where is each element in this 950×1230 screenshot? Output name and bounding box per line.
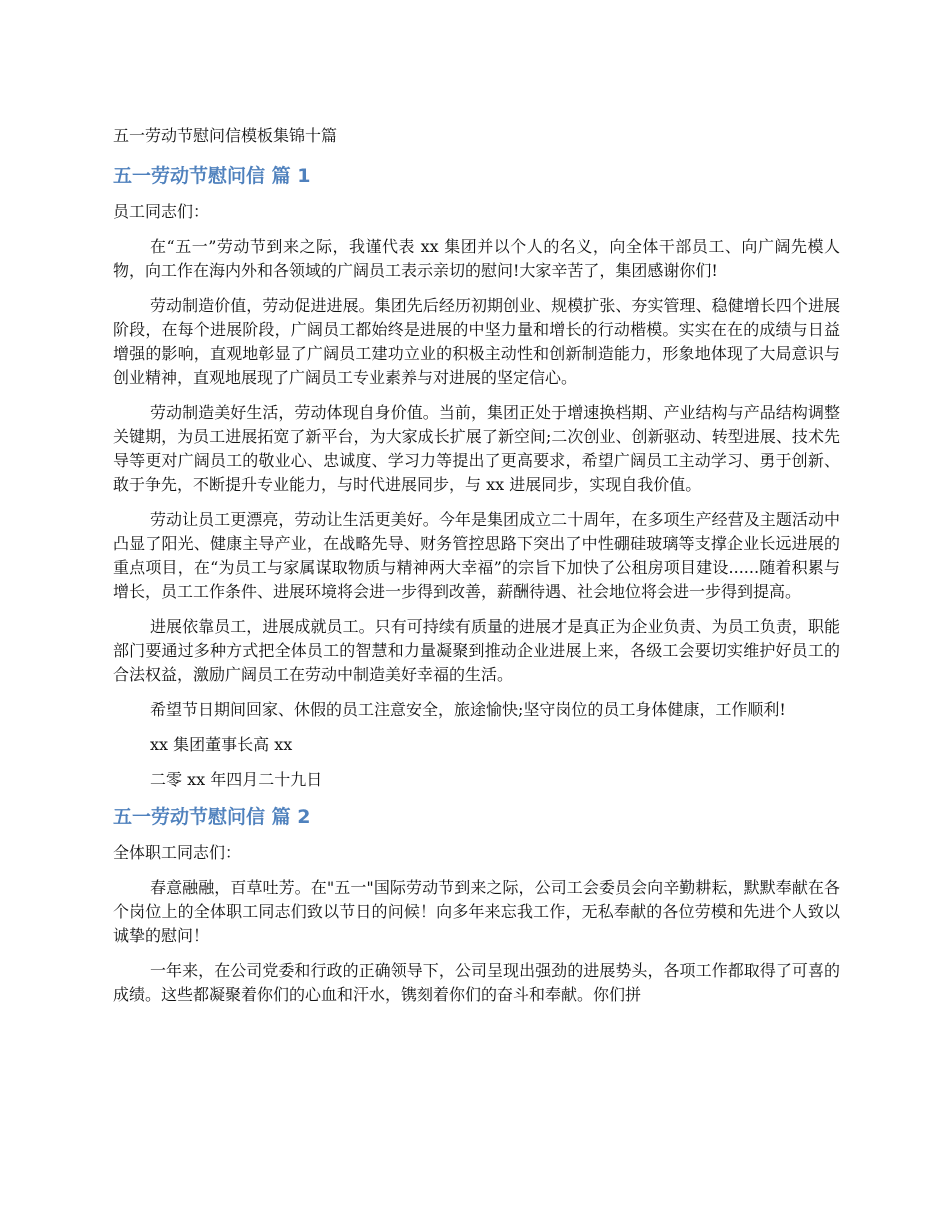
letter-date: 二零 xx 年四月二十九日 — [150, 770, 323, 789]
letter-section-1 — [113, 162, 840, 792]
section-heading: 五一劳动节慰问信 篇 1 — [113, 165, 311, 187]
body-paragraph: 劳动制造美好生活，劳动体现自身价值。当前，集团正处于增速换档期、产业结构与产品结构调整关键期，为员工进展拓宽了新平台，为大家成长扩展了新空间;二次创业、创新驱动、转型进展、技术先导等更对广阔员工的敬业心、忠诚度、学习力等提出了更高要求，希望广阔员工主动学习、勇于创新、敢于争先，不断提升专业能力，与时代进展同步，与 xx 进展同步，实现自我价值。 — [113, 403, 840, 494]
signature: xx 集团董事长高 xx — [150, 735, 293, 754]
body-paragraph: 进展依靠员工，进展成就员工。只有可持续有质量的进展才是真正为企业负责、为员工负责，职能部门要通过多种方式把全体员工的智慧和力量凝聚到推动企业进展上来，各级工会要切实维护好员工的合法权益，激励广阔员工在劳动中制造美好幸福的生活。 — [113, 617, 840, 684]
body-paragraph: 春意融融，百草吐芳。在"五一"国际劳动节到来之际，公司工会委员会向辛勤耕耘，默默奉献在各个岗位上的全体职工同志们致以节日的问候！向多年来忘我工作，无私奉献的各位劳模和先进个人致以诚挚的慰问！ — [113, 878, 840, 945]
document-page — [113, 124, 840, 1018]
body-paragraph: 劳动制造价值，劳动促进进展。集团先后经历初期创业、规模扩张、夯实管理、稳健增长四个进展阶段，在每个进展阶段，广阔员工都始终是进展的中坚力量和增长的行动楷模。实实在在的成绩与日益增强的影响，直观地彰显了广阔员工建功立业的积极主动性和创新制造能力，形象地体现了大局意识与创业精神，直观地展现了广阔员工专业素养与对进展的坚定信心。 — [113, 296, 840, 387]
document-title: 五一劳动节慰问信模板集锦十篇 — [113, 126, 338, 145]
section-heading: 五一劳动节慰问信 篇 2 — [113, 806, 311, 828]
body-paragraph: 一年来，在公司党委和行政的正确领导下，公司呈现出强劲的进展势头，各项工作都取得了可喜的成绩。这些都凝聚着你们的心血和汗水，镌刻着你们的奋斗和奉献。你们拼 — [113, 961, 840, 1004]
letter-section-2 — [113, 803, 840, 1007]
greeting: 全体职工同志们： — [113, 843, 242, 862]
body-paragraph: 在“五一”劳动节到来之际，我谨代表 xx 集团并以个人的名义，向全体干部员工、向广阔先模人物，向工作在海内外和各领域的广阔员工表示亲切的慰问!大家辛苦了，集团感谢你们! — [113, 237, 840, 280]
greeting: 员工同志们： — [113, 202, 210, 221]
body-paragraph: 希望节日期间回家、休假的员工注意安全，旅途愉快;坚守岗位的员工身体健康，工作顺利! — [150, 700, 786, 719]
body-paragraph: 劳动让员工更漂亮，劳动让生活更美好。今年是集团成立二十周年，在多项生产经营及主题活动中凸显了阳光、健康主导产业，在战略先导、财务管控思路下突出了中性硼硅玻璃等支撑企业长远进展的重点项目，在“为员工与家属谋取物质与精神两大幸福”的宗旨下加快了公租房项目建设......随着积累与增长，员工工作条件、进展环境将会进一步得到改善，薪酬待遇、社会地位将会进一步得到提高。 — [113, 510, 840, 601]
